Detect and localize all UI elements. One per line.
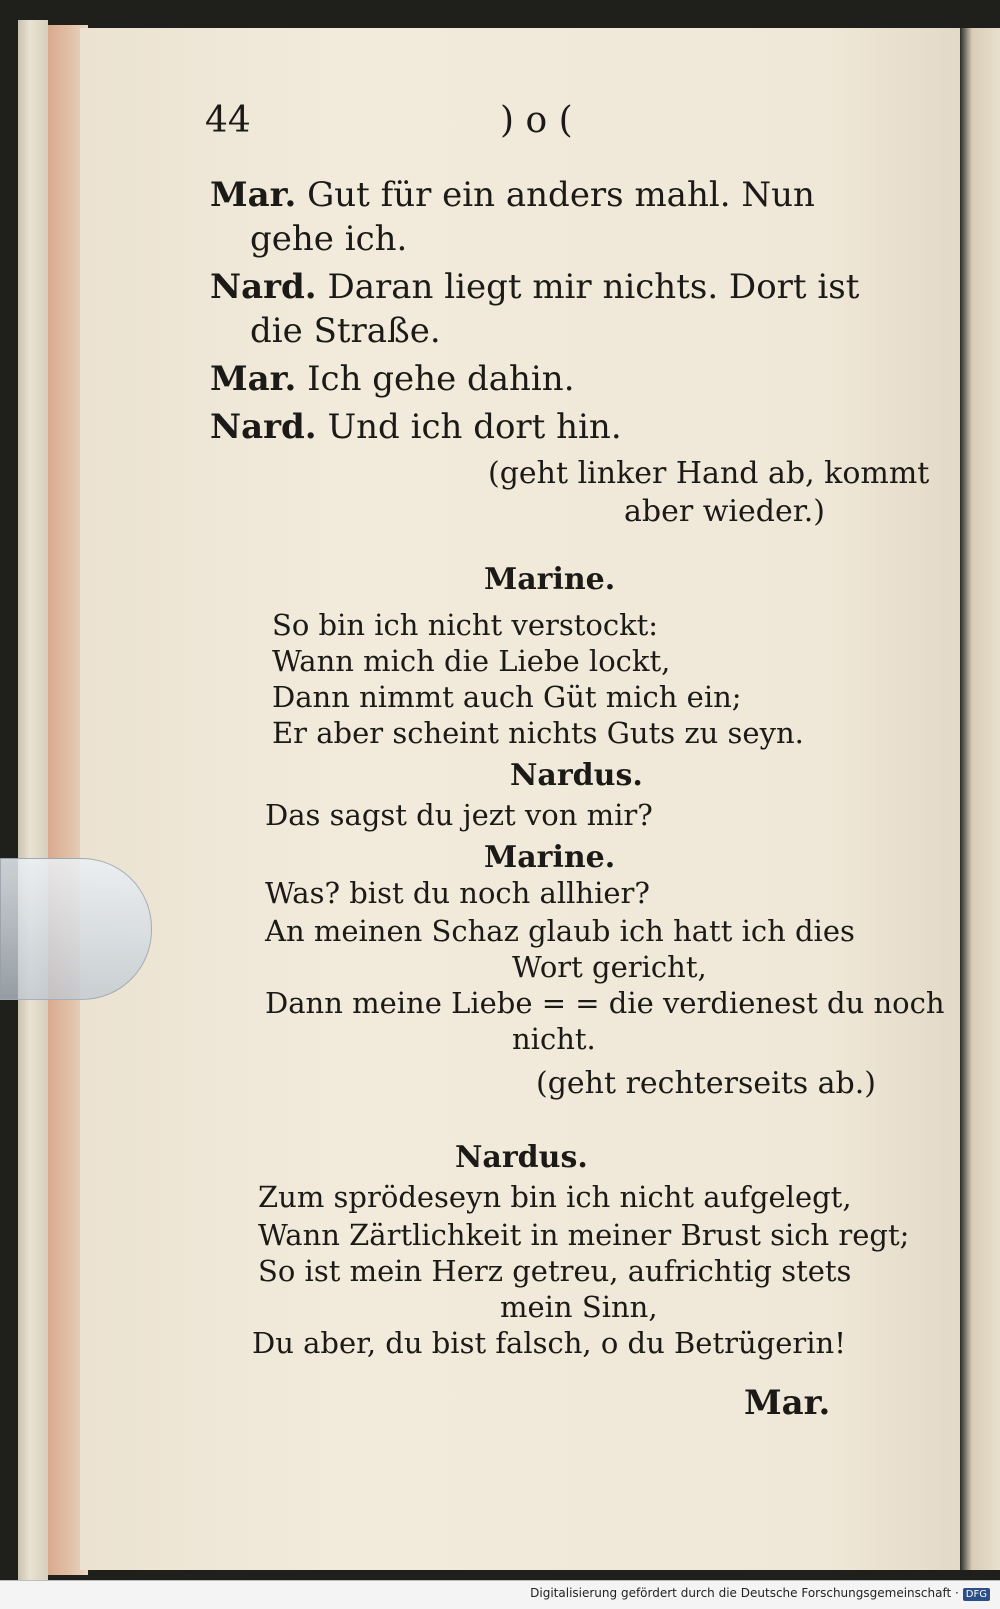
speaker-name: Nard. [210, 267, 317, 307]
header-ornament: ) o ( [500, 100, 573, 141]
dialogue-line [210, 404, 622, 450]
verse-line: Er aber scheint nichts Guts zu seyn. [272, 716, 804, 750]
aria-heading: Marine. [484, 840, 616, 875]
verse-line: Du aber, du bist falsch, o du Betrügerin! [252, 1326, 846, 1360]
dialogue-line [210, 356, 575, 402]
line-text: Und ich dort hin. [327, 407, 622, 447]
book-right-edge [960, 28, 1000, 1570]
verse-line: Dann meine Liebe = = die verdienest du noch [265, 986, 945, 1020]
line-text: Daran liegt mir nichts. Dort ist [327, 267, 860, 307]
page-clip [0, 858, 152, 1000]
verse-line: Was? bist du noch allhier? [265, 876, 650, 910]
verse-line: Zum sprödeseyn bin ich nicht aufgelegt, [258, 1180, 852, 1214]
page-number: 44 [205, 100, 251, 141]
line-text: Ich gehe dahin. [307, 359, 575, 399]
line-text: Gut für ein anders mahl. Nun [307, 175, 815, 215]
verse-line: mein Sinn, [500, 1290, 658, 1324]
footer-bar [0, 1580, 1000, 1609]
verse-line: So bin ich nicht verstockt: [272, 608, 659, 642]
footer-credit-text: Digitalisierung gefördert durch die Deutsche Forschungsgemeinschaft · [530, 1586, 959, 1600]
speaker-name: Mar. [210, 175, 297, 215]
verse-line: nicht. [512, 1022, 596, 1056]
stage-direction: (geht rechterseits ab.) [536, 1066, 877, 1101]
verse-line: Wann mich die Liebe lockt, [272, 644, 671, 678]
speaker-name: Mar. [210, 359, 297, 399]
dialogue-line [210, 264, 859, 310]
verse-line: An meinen Schaz glaub ich hatt ich dies [265, 914, 855, 948]
dialogue-line [210, 172, 815, 218]
speaker-name: Nard. [210, 407, 317, 447]
stage-direction: aber wieder.) [624, 494, 825, 529]
verse-line: So ist mein Herz getreu, aufrichtig stets [258, 1254, 852, 1288]
aria-heading: Nardus. [455, 1140, 588, 1175]
aria-heading: Marine. [484, 562, 616, 597]
verse-line: Dann nimmt auch Güt mich ein; [272, 680, 742, 714]
book-left-edge [18, 20, 48, 1580]
dfg-logo: DFG [963, 1588, 990, 1601]
stage-direction: (geht linker Hand ab, kommt [488, 456, 930, 491]
aria-heading: Nardus. [510, 758, 643, 793]
footer-credit [530, 1586, 990, 1601]
line-continuation: die Straße. [250, 311, 441, 351]
line-continuation: gehe ich. [250, 219, 408, 259]
verse-line: Das sagst du jezt von mir? [265, 798, 653, 832]
verse-line: Wann Zärtlichkeit in meiner Brust sich regt; [258, 1218, 910, 1252]
catchword: Mar. [744, 1383, 831, 1423]
verse-line: Wort gericht, [512, 950, 707, 984]
